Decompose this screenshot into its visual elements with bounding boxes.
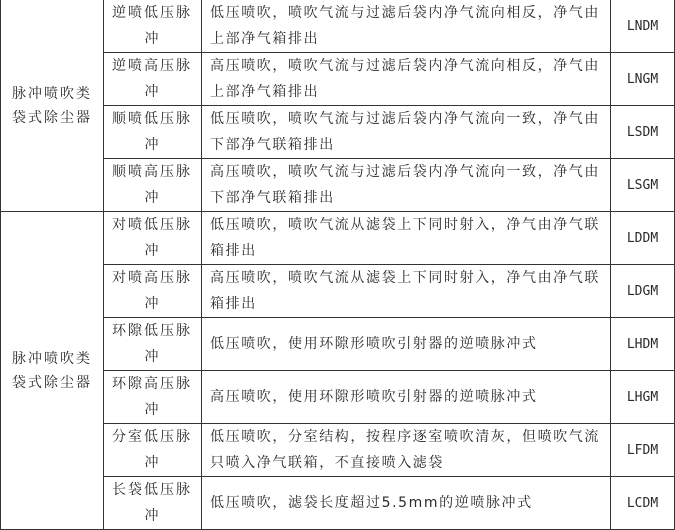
type-name-cell: 顺喷低压脉 冲 [104,106,202,159]
description-cell: 高压喷吹，使用环隙形喷吹引射器的逆喷脉冲式 [202,371,611,424]
code-cell: LCDM [611,477,675,530]
code-cell: LHDM [611,318,675,371]
table-row [1,0,675,53]
description-cell: 高压喷吹，喷吹气流与过滤后袋内净气流向相反，净气由上部净气箱排出 [202,53,611,106]
type-name-cell: 长袋低压脉 冲 [104,477,202,530]
description-cell: 低压喷吹，喷吹气流与过滤后袋内净气流向一致，净气由下部净气联箱排出 [202,106,611,159]
type-name-cell: 分室低压脉 冲 [104,424,202,477]
description-cell: 低压喷吹，滤袋长度超过5.5mm的逆喷脉冲式 [202,477,611,530]
code-cell: LSGM [611,159,675,212]
code-cell: LNDM [611,0,675,53]
code-cell: LNGM [611,53,675,106]
code-cell: LSDM [611,106,675,159]
description-cell: 低压喷吹，使用环隙形喷吹引射器的逆喷脉冲式 [202,318,611,371]
description-cell: 低压喷吹，喷吹气流从滤袋上下同时射入，净气由净气联箱排出 [202,212,611,265]
type-name-cell: 逆喷高压脉 冲 [104,53,202,106]
category-cell: 脉冲喷吹类袋式除尘器 [1,212,104,530]
description-cell: 低压喷吹，喷吹气流与过滤后袋内净气流向相反，净气由上部净气箱排出 [202,0,611,53]
type-name-cell: 环隙低压脉 冲 [104,318,202,371]
code-cell: LHGM [611,371,675,424]
type-name-cell: 顺喷高压脉 冲 [104,159,202,212]
type-name-cell: 逆喷低压脉 冲 [104,0,202,53]
type-name-cell: 对喷高压脉 冲 [104,265,202,318]
description-cell: 低压喷吹，分室结构，按程序逐室喷吹清灰，但喷吹气流只喷入净气联箱，不直接喷入滤袋 [202,424,611,477]
description-cell: 高压喷吹，喷吹气流与过滤后袋内净气流向一致，净气由下部净气联箱排出 [202,159,611,212]
category-cell: 脉冲喷吹类袋式除尘器 [1,0,104,212]
table-row [1,212,675,265]
type-name-cell: 对喷低压脉 冲 [104,212,202,265]
code-cell: LDDM [611,212,675,265]
type-name-cell: 环隙高压脉 冲 [104,371,202,424]
description-cell: 高压喷吹，喷吹气流从滤袋上下同时射入，净气由净气联箱排出 [202,265,611,318]
code-cell: LFDM [611,424,675,477]
code-cell: LDGM [611,265,675,318]
